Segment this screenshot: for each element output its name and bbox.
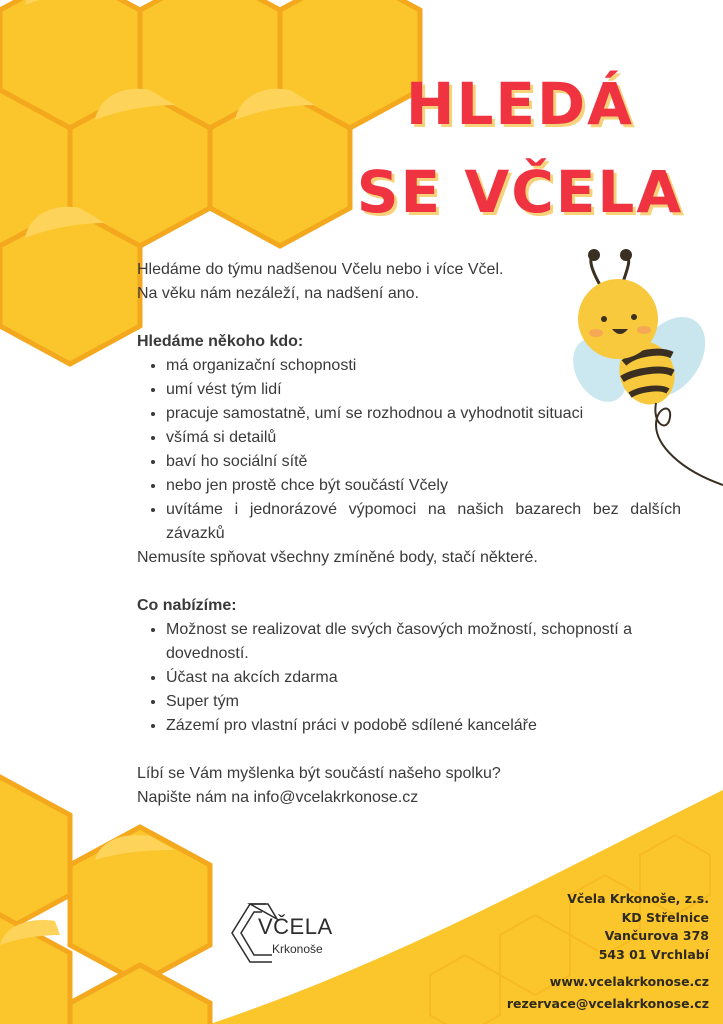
list-item: • Zázemí pro vlastní práci v podobě sdílené kanceláře — [166, 714, 666, 738]
list-item: • Možnost se realizovat dle svých časových možností, schopností a dovedností. — [166, 618, 666, 666]
list-item: • má organizační schopnosti — [166, 354, 683, 378]
offer-heading: Co nabízíme: — [137, 597, 237, 614]
intro-line-1: Hledáme do týmu nadšenou Včelu nebo i více Včel. — [137, 261, 504, 278]
org-name: Včela Krkonoše, z.s. — [567, 891, 709, 906]
list-item: • uvítáme i jednorázové výpomoci na našich bazarech bez dalších závazků — [166, 498, 683, 546]
requirements-heading: Hledáme někoho kdo: — [137, 333, 304, 350]
requirements-note: Nemusíte spňovat všechny zmíněné body, stačí některé. — [137, 549, 538, 566]
offer-list — [137, 618, 666, 738]
closing-contact: Napište nám na info@vcelakrkonose.cz — [137, 789, 419, 806]
page-title — [330, 60, 710, 236]
honeycomb-bottom-left — [0, 777, 210, 1024]
website-link[interactable]: www.vcelakrkonose.cz — [549, 974, 709, 989]
street-address: Vančurova 378 — [604, 928, 709, 943]
title-line-1: HLEDÁ — [405, 70, 635, 138]
email-link[interactable]: rezervace@vcelakrkonose.cz — [506, 996, 709, 1011]
address — [507, 890, 709, 964]
list-item: • umí vést tým lidí — [166, 378, 683, 402]
title-line-2: SE VČELA — [356, 158, 684, 226]
list-item: • Účast na akcích zdarma — [166, 666, 666, 690]
city-address: 543 01 Vrchlabí — [598, 946, 709, 962]
closing-question: Líbí se Vám myšlenka být součástí našeho spolku? — [137, 765, 501, 782]
main-content — [137, 258, 683, 810]
list-item: • nebo jen prostě chce být součástí Včely — [166, 474, 683, 498]
venue-name: KD Střelnice — [621, 909, 709, 925]
logo-wordmark: VČELA — [258, 914, 333, 939]
list-item: • všímá si detailů — [166, 426, 683, 450]
vcela-logo — [228, 900, 348, 965]
contact-block — [507, 890, 709, 1015]
intro-line-2: Na věku nám nezáleží, na nadšení ano. — [137, 285, 419, 302]
list-item: • Super tým — [166, 690, 666, 714]
list-item: • baví ho sociální sítě — [166, 450, 683, 474]
requirements-list — [137, 354, 683, 546]
list-item: • pracuje samostatně, umí se rozhodnou a vyhodnotit situaci — [166, 402, 683, 426]
contact-links — [507, 971, 709, 1015]
logo-subtitle: Krkonoše — [272, 942, 323, 956]
